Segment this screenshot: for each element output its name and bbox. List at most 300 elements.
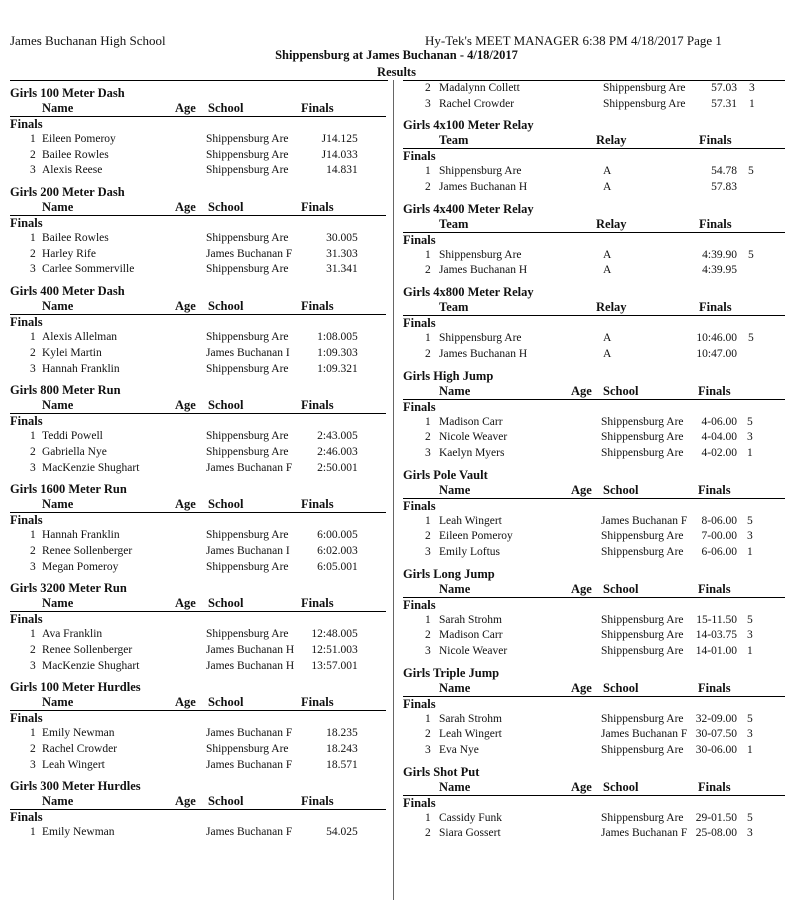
points: 5	[352, 826, 358, 839]
points: 1	[352, 659, 358, 672]
column-header	[10, 398, 386, 414]
column-header	[403, 681, 785, 697]
athlete-name: Madison Carr	[439, 629, 503, 642]
result-row	[10, 726, 386, 742]
result-row	[10, 346, 386, 362]
place: 2	[425, 728, 431, 741]
team-school: Shippensburg Are	[601, 545, 684, 558]
event-title: Girls 4x400 Meter Relay	[403, 201, 534, 216]
right-column	[403, 81, 785, 848]
mark: J14.12	[321, 133, 352, 145]
points: 1	[352, 461, 358, 474]
result-row	[10, 643, 386, 659]
event-block	[403, 202, 785, 279]
event-block	[403, 118, 785, 195]
event-title: Girls Shot Put	[403, 764, 480, 779]
result-row	[403, 415, 785, 431]
points: 1	[352, 164, 358, 177]
finals-section-label: Finals	[10, 513, 43, 528]
col-team: Team	[439, 300, 469, 315]
points: 3	[747, 728, 753, 741]
points: 5	[352, 430, 358, 443]
athlete-name: Hannah Franklin	[42, 362, 120, 375]
event-title: Girls 3200 Meter Run	[10, 581, 127, 596]
team-school: James Buchanan F	[601, 728, 688, 741]
col-name: Name	[42, 101, 74, 115]
col-finals: Finals	[698, 680, 731, 695]
mark: 4-04.00	[701, 431, 737, 444]
event-title: Girls 100 Meter Dash	[10, 86, 125, 100]
col-finals: Finals	[301, 200, 334, 215]
team-school: Shippensburg Are	[206, 133, 289, 145]
finals-section-label: Finals	[403, 149, 436, 164]
place: 1	[30, 529, 36, 542]
place: 1	[425, 332, 431, 345]
col-school: School	[208, 596, 244, 611]
points: 5	[748, 165, 754, 178]
mark: 54.78	[711, 165, 737, 178]
col-name: Name	[42, 398, 74, 413]
team-school: Shippensburg Are	[206, 232, 289, 245]
team-school: James Buchanan F	[206, 461, 293, 474]
mark: 54.02	[326, 826, 352, 839]
col-age: Age	[175, 101, 196, 115]
meet-title: Shippensburg at James Buchanan - 4/18/2017	[275, 48, 518, 62]
column-header	[10, 794, 386, 810]
col-name: Name	[42, 695, 74, 710]
mark: 30.00	[326, 232, 352, 245]
col-relay: Relay	[596, 216, 627, 231]
column-header	[403, 483, 785, 499]
result-row	[403, 180, 785, 196]
event-title: Girls Pole Vault	[403, 467, 488, 482]
athlete-name: Nicole Weaver	[439, 645, 508, 657]
event-title: Girls 4x100 Meter Relay	[403, 118, 534, 133]
mark: 2:46.00	[317, 445, 352, 458]
result-row	[10, 461, 386, 477]
event-block	[10, 284, 386, 377]
athlete-name: Rachel Crowder	[439, 97, 515, 110]
place: 1	[425, 712, 431, 725]
points: 5	[352, 331, 358, 344]
result-row	[403, 613, 785, 629]
result-row	[403, 628, 785, 644]
finals-section-label: Finals	[403, 316, 436, 331]
finals-section-label: Finals	[403, 696, 436, 711]
place: 3	[30, 164, 36, 177]
col-school: School	[208, 398, 244, 413]
event-block	[10, 581, 386, 674]
athlete-name: Gabriella Nye	[42, 445, 107, 458]
team-school: James Buchanan F	[206, 727, 293, 740]
team-school: Shippensburg Are	[601, 811, 684, 824]
column-header	[403, 300, 785, 316]
athlete-name: Renee Sollenberger	[42, 544, 133, 557]
mark: 12:48.00	[311, 628, 352, 641]
mark: 10:46.00	[696, 332, 737, 345]
place: 2	[425, 82, 431, 94]
result-row	[10, 627, 386, 643]
points: 3	[352, 346, 358, 359]
athlete-name: Madalynn Collett	[439, 82, 520, 94]
team-school: Shippensburg Are	[601, 645, 684, 657]
col-school: School	[603, 680, 639, 695]
col-age: Age	[175, 596, 196, 611]
result-row	[403, 97, 785, 113]
mark: 57.83	[711, 181, 737, 194]
athlete-name: Harley Rife	[42, 247, 96, 260]
col-finals: Finals	[699, 216, 732, 231]
event-block	[10, 482, 386, 575]
col-finals: Finals	[301, 101, 334, 115]
column-header	[10, 101, 386, 117]
place: 2	[30, 644, 36, 656]
event-block	[10, 383, 386, 476]
athlete-name: Megan Pomeroy	[42, 560, 119, 573]
mark: 4:39.95	[702, 264, 737, 277]
mark: 18.57	[326, 758, 352, 771]
event-title: Girls 4x800 Meter Relay	[403, 285, 534, 300]
team-name: Shippensburg Are	[439, 165, 522, 178]
results-label: Results	[377, 65, 416, 79]
mark: 30-07.50	[695, 728, 737, 741]
points: 3	[747, 431, 753, 444]
col-school: School	[208, 695, 244, 710]
event-block	[403, 666, 785, 759]
col-age: Age	[175, 398, 196, 413]
result-row	[403, 545, 785, 561]
event-title: Girls 800 Meter Run	[10, 383, 121, 398]
place: 3	[30, 263, 36, 276]
event-title: Girls Triple Jump	[403, 665, 500, 680]
finals-section-label: Finals	[10, 414, 43, 429]
mark: 57.31	[711, 97, 737, 110]
mark: 1:08.00	[317, 331, 352, 344]
mark: 6:02.00	[317, 544, 352, 557]
athlete-name: Renee Sollenberger	[42, 644, 133, 656]
team-school: James Buchanan H	[206, 644, 295, 656]
relay-letter: A	[603, 264, 612, 277]
place: 1	[425, 811, 431, 824]
athlete-name: Siara Gossert	[439, 827, 501, 840]
result-row	[10, 445, 386, 461]
place: 3	[30, 758, 36, 771]
col-age: Age	[175, 497, 196, 512]
athlete-name: Emily Newman	[42, 826, 115, 839]
mark: 57.03	[711, 82, 737, 94]
event-title: Girls 300 Meter Hurdles	[10, 779, 141, 794]
column-divider	[393, 80, 394, 900]
relay-letter: A	[603, 248, 612, 261]
place: 1	[30, 826, 36, 839]
place: 3	[425, 97, 431, 110]
place: 1	[30, 628, 36, 641]
result-row	[403, 514, 785, 530]
points: 1	[352, 758, 358, 771]
result-row	[403, 248, 785, 264]
result-row	[403, 263, 785, 279]
place: 3	[425, 645, 431, 657]
event-title: Girls 400 Meter Dash	[10, 284, 125, 299]
mark: 1:09.32	[317, 362, 352, 375]
mark: 1:09.30	[317, 346, 352, 359]
column-header	[10, 596, 386, 612]
mark: 15-11.50	[696, 613, 737, 626]
event-title: Girls Long Jump	[403, 566, 495, 581]
col-name: Name	[42, 497, 74, 512]
athlete-name: Rachel Crowder	[42, 743, 118, 756]
team-school: Shippensburg Are	[601, 530, 684, 543]
event-title: Girls 1600 Meter Run	[10, 482, 127, 497]
col-age: Age	[175, 200, 196, 215]
col-finals: Finals	[698, 779, 731, 794]
place: 3	[30, 560, 36, 573]
result-row	[10, 825, 386, 841]
team-school: Shippensburg Are	[206, 164, 289, 177]
relay-letter: A	[603, 165, 612, 178]
col-name: Name	[42, 794, 74, 809]
athlete-name: Nicole Weaver	[439, 431, 508, 444]
finals-section-label: Finals	[403, 498, 436, 513]
points: 3	[747, 530, 753, 543]
result-row	[403, 712, 785, 728]
column-header	[403, 384, 785, 400]
event-block	[10, 680, 386, 773]
col-age: Age	[571, 581, 592, 596]
team-school: James Buchanan F	[206, 247, 293, 260]
athlete-name: Alexis Allelman	[42, 331, 118, 344]
team-school: Shippensburg Are	[206, 628, 289, 641]
col-name: Name	[439, 680, 471, 695]
place: 2	[425, 629, 431, 642]
continued-rows	[403, 81, 785, 112]
points: 5	[352, 529, 358, 542]
mark: 6:05.00	[317, 560, 352, 573]
col-name: Name	[439, 779, 471, 794]
col-age: Age	[571, 482, 592, 497]
team-school: James Buchanan I	[206, 544, 290, 557]
team-school: Shippensburg Are	[603, 82, 686, 94]
team-school: Shippensburg Are	[601, 712, 684, 725]
points: 5	[352, 232, 358, 245]
points: 3	[352, 743, 358, 756]
column-header	[10, 299, 386, 315]
place: 1	[30, 232, 36, 245]
result-row	[10, 528, 386, 544]
team-school: Shippensburg Are	[206, 148, 289, 161]
athlete-name: MacKenzie Shughart	[42, 461, 140, 474]
points: 1	[749, 97, 755, 110]
athlete-name: Emily Newman	[42, 727, 115, 740]
place: 2	[30, 544, 36, 557]
place: 2	[425, 347, 431, 360]
col-name: Name	[439, 383, 471, 398]
event-block	[10, 185, 386, 278]
team-name: James Buchanan H	[439, 347, 528, 360]
col-school: School	[208, 200, 244, 215]
mark: 32-09.00	[695, 712, 737, 725]
col-school: School	[208, 101, 244, 115]
col-school: School	[603, 581, 639, 596]
athlete-name: Alexis Reese	[42, 164, 103, 177]
athlete-name: Eileen Pomeroy	[42, 133, 116, 145]
team-school: Shippensburg Are	[206, 445, 289, 458]
athlete-name: Sarah Strohm	[439, 712, 502, 725]
result-row	[403, 727, 785, 743]
points: 1	[352, 560, 358, 573]
result-row	[403, 446, 785, 462]
points: 3	[749, 82, 755, 94]
col-finals: Finals	[301, 299, 334, 314]
place: 2	[30, 346, 36, 359]
team-school: Shippensburg Are	[206, 331, 289, 344]
team-school: Shippensburg Are	[601, 629, 684, 642]
mark: 30-06.00	[695, 744, 737, 757]
points: 3	[352, 247, 358, 260]
col-relay: Relay	[596, 133, 627, 148]
place: 2	[30, 247, 36, 260]
points: 1	[352, 263, 358, 276]
result-row	[403, 347, 785, 363]
athlete-name: Hannah Franklin	[42, 529, 120, 542]
col-school: School	[208, 299, 244, 314]
col-school: School	[208, 497, 244, 512]
points: 5	[747, 712, 753, 725]
place: 2	[425, 181, 431, 194]
finals-section-label: Finals	[10, 711, 43, 726]
athlete-name: Madison Carr	[439, 415, 503, 428]
team-school: Shippensburg Are	[206, 560, 289, 573]
points: 5	[352, 628, 358, 641]
col-name: Name	[42, 596, 74, 611]
col-relay: Relay	[596, 300, 627, 315]
mark: 10:47.00	[696, 347, 737, 360]
col-age: Age	[175, 794, 196, 809]
mark: 14-03.75	[695, 629, 737, 642]
result-row	[10, 247, 386, 263]
col-age: Age	[571, 383, 592, 398]
place: 1	[425, 613, 431, 626]
team-school: Shippensburg Are	[206, 430, 289, 443]
place: 1	[30, 331, 36, 344]
column-header	[10, 695, 386, 711]
team-school: James Buchanan I	[206, 346, 290, 359]
points: 1	[747, 744, 753, 757]
mark: 4-06.00	[701, 415, 737, 428]
result-row	[403, 644, 785, 660]
col-finals: Finals	[699, 300, 732, 315]
athlete-name: Ava Franklin	[42, 628, 103, 641]
place: 2	[425, 431, 431, 444]
points: 5	[747, 811, 753, 824]
team-name: Shippensburg Are	[439, 248, 522, 261]
team-school: Shippensburg Are	[601, 415, 684, 428]
col-team: Team	[439, 216, 469, 231]
athlete-name: Leah Wingert	[42, 758, 105, 771]
place: 2	[30, 743, 36, 756]
athlete-name: Sarah Strohm	[439, 613, 502, 626]
team-school: James Buchanan F	[206, 758, 293, 771]
col-finals: Finals	[301, 695, 334, 710]
points: 1	[747, 545, 753, 558]
place: 2	[30, 148, 36, 161]
result-row	[10, 659, 386, 675]
team-school: Shippensburg Are	[601, 446, 684, 459]
athlete-name: MacKenzie Shughart	[42, 659, 140, 672]
mark: 4-02.00	[701, 446, 737, 459]
place: 1	[425, 514, 431, 527]
top-rule-left	[10, 80, 388, 81]
col-finals: Finals	[301, 596, 334, 611]
athlete-name: Bailee Rowles	[42, 232, 109, 245]
finals-section-label: Finals	[10, 117, 43, 131]
points: 1	[747, 645, 753, 657]
points: 5	[748, 248, 754, 261]
athlete-name: Bailee Rowles	[42, 148, 109, 161]
points: 1	[747, 446, 753, 459]
place: 2	[425, 827, 431, 840]
column-header	[403, 780, 785, 796]
athlete-name: Carlee Sommerville	[42, 263, 135, 276]
finals-section-label: Finals	[10, 216, 43, 231]
mark: 6-06.00	[701, 545, 737, 558]
points: 5	[747, 415, 753, 428]
place: 2	[425, 264, 431, 277]
points: 3	[747, 629, 753, 642]
col-finals: Finals	[699, 133, 732, 148]
col-finals: Finals	[301, 398, 334, 413]
mark: 25-08.00	[695, 827, 737, 840]
column-header	[403, 582, 785, 598]
points: 3	[747, 827, 753, 840]
event-block	[10, 779, 386, 841]
team-school: Shippensburg Are	[206, 263, 289, 276]
team-school: James Buchanan H	[206, 659, 295, 672]
result-row	[403, 164, 785, 180]
mark: 18.23	[326, 727, 352, 740]
place: 1	[425, 165, 431, 178]
points: 5	[747, 514, 753, 527]
col-school: School	[603, 482, 639, 497]
col-finals: Finals	[698, 482, 731, 497]
finals-section-label: Finals	[10, 810, 43, 825]
col-name: Name	[42, 200, 74, 215]
event-title: Girls High Jump	[403, 368, 494, 383]
mark: 6:00.00	[317, 529, 352, 542]
athlete-name: Teddi Powell	[42, 430, 103, 443]
result-row	[403, 826, 785, 842]
team-school: James Buchanan F	[206, 826, 293, 839]
athlete-name: Cassidy Funk	[439, 811, 502, 824]
col-school: School	[603, 779, 639, 794]
points: 5	[747, 613, 753, 626]
points: 3	[352, 544, 358, 557]
mark: 8-06.00	[701, 514, 737, 527]
col-age: Age	[571, 779, 592, 794]
school-name: James Buchanan High School	[10, 33, 166, 48]
col-name: Name	[439, 581, 471, 596]
points: 3	[352, 148, 358, 161]
points: 3	[352, 445, 358, 458]
team-school: Shippensburg Are	[206, 743, 289, 756]
place: 3	[30, 362, 36, 375]
athlete-name: Emily Loftus	[439, 545, 501, 558]
col-finals: Finals	[698, 581, 731, 596]
points: 5	[748, 332, 754, 345]
place: 2	[30, 445, 36, 458]
result-row	[403, 743, 785, 759]
mark: 29-01.50	[695, 811, 737, 824]
